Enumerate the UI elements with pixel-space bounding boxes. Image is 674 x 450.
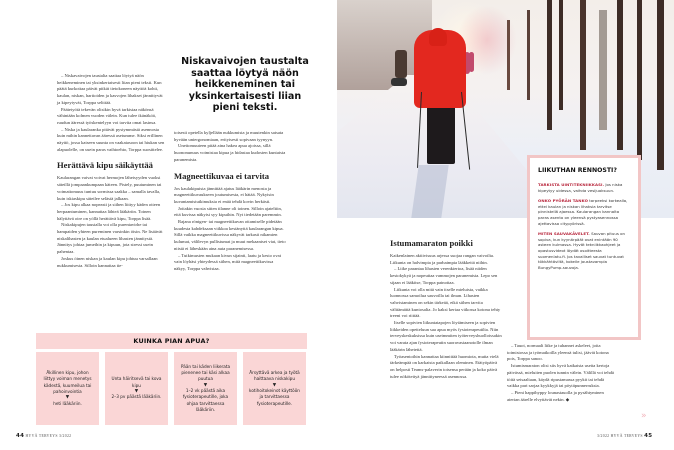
paragraph: – Tauot, normaali liike ja tuhannet askeleet, joita toimistossa ja työmatkoilla yleensä tulisi, jäävät kotona pois, Torppa sanoo. — [507, 343, 609, 362]
sidebar-tip — [538, 231, 630, 270]
paragraph: Työasentoihin kannattaa kiinnittää huomiota, mutta vielä tärkeämpää on karkaista paikallaan oleminen. Etätyöpäivä on helposti Teams-palaverin toisensa perään ja koko päivä tulee nökötettyä jännittyneessä asennossa. — [390, 353, 499, 379]
help-action: heti lääkäriin. — [53, 400, 82, 406]
help-condition: Pään tai käden liikerata pienenee tai käsi alkaa puutua — [180, 364, 231, 382]
paragraph: Kaikenlainen aktiivisuus arjessa suojaa rangan vaivoilta. Liikunta on halvimpia ja parhaimpia lääkkeitä niihin. — [390, 253, 495, 265]
background-walker — [469, 52, 474, 72]
arrow-down-icon: ▼ — [65, 395, 70, 401]
arrow-down-icon: ▼ — [134, 388, 139, 394]
help-condition: Äkillinen kipu, johon liittyy voiman menetys kädestä, kuumeilua tai pahoinvointia — [43, 370, 92, 394]
help-action: 2–3 pv päästä lääkäriin. — [111, 394, 162, 400]
tree — [580, 0, 586, 150]
walker-hood — [429, 28, 447, 46]
paragraph: Joskus öinen niskan ja kaulan kipu johtuu varsallaan nukkumisesta. Silloin kannattaa tie- — [57, 255, 158, 268]
tree — [547, 0, 552, 130]
help-action: 1–2 vk päästä aika fysioterapeutille, joka ohjaa tarvittaessa lääkäriin. — [182, 388, 229, 412]
tip-lead: TARKISTA UINTITEKNIIKKASI. — [538, 182, 605, 187]
paragraph: – Niskavaivojen taustalta saattaa löytyä näön heikkeneminen tai yksinkertaisesti liian pieni teksti. Kun päätä kurkottaa päivät pitkät tietokoneen näyttöä kohti, kaulan, niskan, hartioiden ja kasvojen lihakset jännittyvät ja kipeytyvät, Torppa selittää. — [57, 73, 163, 105]
tree — [559, 0, 563, 110]
tip-lead: MITEN SAUVAKÄVELET. — [538, 231, 590, 237]
paragraph: – Pieni happihyppy lounastauolla ja pysähtyminen aterian äärelle elvyttävät nekin. ◆ — [507, 389, 604, 402]
page-number: 44 — [16, 433, 25, 439]
tip-lead: ONKO PYÖRÄN TANKO — [538, 198, 588, 204]
help-box-immediate — [36, 352, 99, 425]
magazine-issue: 3/2022 HYVÄ TERVEYS — [597, 434, 643, 438]
help-box-weeks — [174, 352, 237, 425]
paragraph: – Niska ja kaularanka pitävät pystymmästä asennosta kuin mihin kannettavan ääressä asetumme. Siksi erillinen näyttö, jossa katseen suunta on vaakatasoon tai hiukan sen alapuolelle, on usein paras vaihtoehto, Torppa suosittelee. — [57, 126, 165, 152]
column-1 — [57, 73, 166, 269]
section-heading: Magneettikuvaa ei tarvita — [174, 170, 269, 181]
arrow-down-icon: ▼ — [272, 382, 277, 388]
arrow-down-icon: ▼ — [203, 382, 208, 388]
section-heading: Herättävä kipu säikäyttää — [57, 160, 153, 171]
paragraph: – Liike parantaa lihasten verenkiertoa, lisää niiden kestokykyä ja nopeuttaa vammojen paranemista. Lepo sen sijaan ei lääkitse, Torppa painottaa. — [390, 266, 498, 285]
column-4 — [507, 343, 617, 403]
magazine-issue: HYVÄ TERVEYS 3/2022 — [25, 434, 72, 438]
paragraph: toisesti opetella kyljellään nukkumista ja muutenkin satsata hyvään uniergonomiaan, erityisesti sopivaan tyynyyn. — [174, 130, 284, 142]
help-panel-title: KUINKA PIAN APUA? — [36, 333, 307, 349]
paragraph: Jos kaulakipuista jännittää ajatus lääkärin menosta ja magneettikuvaukseen joutumisesta, ei hätää. Nykyisin kuvantamistutkimuksia ei enää tehdä kovin herkästi. — [174, 185, 274, 204]
sidebar-tip — [538, 182, 630, 193]
help-condition: Ärsyttävä arkea ja työtä haittaava niskakipu — [249, 370, 300, 382]
sidebar-title: LIIKUTHAN RENNOSTI? — [538, 167, 617, 174]
paragraph: – Jos kipu alkaa nopeasti ja siihen liittyy käden otteen herpaantuminen, kannattaa lähteä lääkäriin. Toinen hälyttävä oire on yöllä herättävä kipu, Torppa lisää. — [57, 202, 161, 221]
tree — [527, 10, 530, 100]
tip-text: Jos niska kipeytyy uidessa, vaihda vesijuoksuun. — [538, 182, 623, 193]
paragraph: Itselle sopivien liikuntatapojen löytämiseen ja sopivien liikkeiden opetteluun saa apua myös fysioterapeutilta. Niin terveyskeskuksissa kuin useimmiten työterveyshuolloissakin voi varata ajan fysioterapeutin suoravastaanotolle ilman lääkärin lähetettä. — [390, 320, 502, 352]
page-number: 45 — [644, 433, 653, 439]
sidebar-tip — [538, 198, 630, 226]
paragraph: – Tutkimusten mukaan kivun sijainti, laatu ja kesto ovat vain löyhäsi yhteydessä siihen, mitä magneettikuvissa näkyy, Torppa vahvistaa. — [174, 252, 281, 271]
sled — [391, 78, 407, 86]
paragraph: Istumismaraton olisi siis hyvä katkaista useita kertoja päivässä, mieluiten puolen tunnin välein. Välillä voi tehdä töitä seisaaltaan, käydä ripustamassa pyykit tai tehdä vaikka pari sarjaa kyykkyjä tai pöytäpunnerruksia. — [507, 363, 614, 389]
tree — [507, 20, 510, 90]
paragraph: Liikunta voi olla mitä vain itselle mieluista, vaikka luonnossa samoilua sauvoilla tai ilman. Lihasten vahvistaminen on sekin tärkeää, eikä siihen tarvita välttämättä kuntosalia. Jo kaksi kertaa viikossa kotona tehty treeni voi riittää. — [390, 286, 501, 319]
help-box-home-care — [243, 352, 306, 425]
folio-left — [16, 433, 71, 439]
help-action: kotihoitokeinot käyttöön ja tarvittaessa fysioterapeutille. — [249, 388, 300, 406]
paragraph: Joitakin vuosia sitten tilanne oli toinen. Silloin ajateltiin, että kuvissa näkyisi syy kipuihin. Nyt tiedetään paremmin. — [174, 205, 282, 218]
sidebar-tips-box — [527, 155, 641, 340]
help-panel — [36, 333, 307, 425]
paragraph: Päätetyötä tekevän olisikin hyvä tarkistaa näkönsä vähintään kolmen vuoden välein. Kun tulee ikänäköä, ruudun ääressä työskentelyyn voi tarvita omat lasinsa. — [57, 106, 157, 125]
help-box-days — [105, 352, 168, 425]
tree — [637, 0, 642, 160]
folio-right — [597, 433, 652, 439]
paragraph: Niskakipujen taustalla voi olla purentavirhe tai hampaiden yhteen pureminen varsinkin öisin. Ne lisäävät niskalihasten ja kaulan etualueen lihasten jännitystä. Jännitys johtaa jumeihin ja kipuun, jota stressi usein pahentaa. — [57, 222, 163, 255]
paragraph: Rajana röntgen- tai magneettikuvan ottamiselle pidetään kuudesta kahdeksaan viikkoa kestänyttä kaularangan kipua. Sillä vaikka magneettikuvissa näkyvät tarkasti nikamien kulumat, välilevyn pullistumat ja muut mekaaniset viat, tieto niistä ei läheskään aina auta paranemisessa. — [174, 219, 286, 251]
tip-text: tarpeeksi korkealla, ettei kaulan ja niskan lihaksia tarvitse pinnistellä ajaessa. Kaularangan kannalta paras asento on yleensä pystyasennossa ajettavissa citypyörissä. — [538, 198, 628, 226]
tree — [617, 0, 623, 150]
tree — [657, 0, 664, 170]
section-heading: Istumamaraton poikki — [390, 238, 473, 248]
column-3 — [390, 238, 502, 380]
tip-text: Sauvan pituus on sopiva, kun kyynärpäät ovat enintään 90 asteen kulmassa. Hyvät tekniikkaohjeet ja opastusvideot löydät osoitteesta suomenlatu.fi. Jos tavalliset sauvat tuntuvat tökkähtäviltä, kokeile joustavampia BungyPump-sauvoja. — [538, 231, 625, 270]
paragraph: Kaularangan vaivat voivat hermojen läheisyyden vuoksi säteillä jompaankumpaan käteen. Pistely, puutuminen tai voimattomuus tuntuu sormissa saakka – samalla tavalla, kuin iskiaskipu säteilee selästä jalkaan. — [57, 175, 162, 201]
walker-legs — [427, 106, 455, 164]
continue-chevron-icon: » — [641, 411, 647, 421]
paragraph: Unettomuuteen pitää aina hakea apua ajoissa, sillä huononunuus voimistaa kipua ja hidastaa kudosten kuntaista paranemista. — [174, 143, 286, 162]
pull-quote: Niskavaivojen taustalta saattaa löytyä näön heikkeneminen tai yksinkertaisesti liian pieni teksti. — [181, 56, 309, 113]
column-2 — [174, 130, 286, 273]
tree — [599, 10, 607, 130]
help-condition: Unta häiritsevä tai kova kipu — [111, 376, 162, 388]
background-walker — [395, 50, 407, 78]
